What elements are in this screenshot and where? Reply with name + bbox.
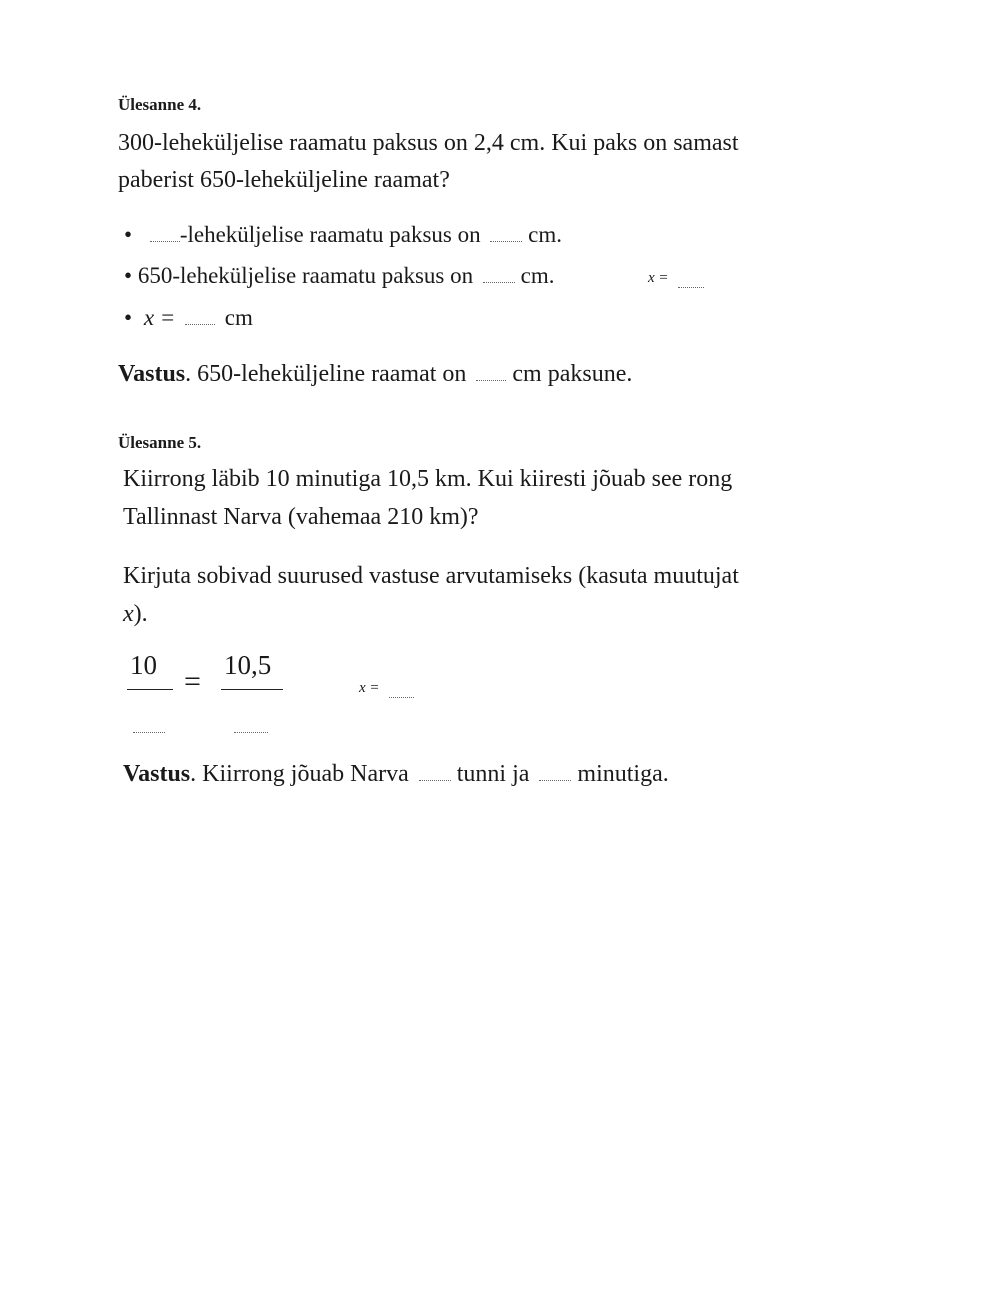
task5-minutes-input[interactable]: [539, 779, 571, 781]
task4-blank-pages-input[interactable]: [150, 240, 180, 242]
task4-answer-text-b: cm paksune.: [512, 361, 633, 387]
task4-problem-line2: paberist 650-leheküljeline raamat?: [118, 167, 450, 193]
task4-x-input[interactable]: [678, 286, 704, 288]
task5-instruction-line1: Kirjuta sobivad suurused vastuse arvutamiseks (kasuta muutujat: [123, 563, 739, 589]
task4-bullet-3: [124, 305, 253, 331]
fraction-right-numerator: 10,5: [224, 650, 272, 680]
task4-blank-650-input[interactable]: [483, 281, 515, 283]
fraction-left-denominator-input[interactable]: [133, 731, 165, 733]
fraction-right-denominator-input[interactable]: [234, 731, 268, 733]
task4-bullet2-text-a: 650-leheküljelise raamatu paksus on: [137, 263, 474, 288]
task4-bullet2-x-label: x =: [648, 270, 669, 286]
fraction-left-numerator: 10: [130, 650, 157, 680]
task4-bullet-1: [124, 222, 562, 248]
task4-answer-input[interactable]: [476, 379, 506, 381]
task4-bullet1-text-b: cm.: [528, 222, 562, 247]
fraction-right-bar: [221, 689, 283, 690]
fraction-left-bar: [127, 689, 173, 690]
task5-problem-line1: Kiirrong läbib 10 minutiga 10,5 km. Kui kiiresti jõuab see rong: [123, 466, 733, 492]
task5-x-input[interactable]: [389, 696, 414, 698]
bullet-glyph: •: [124, 263, 133, 288]
bullet-glyph: •: [124, 222, 133, 247]
task4-bullet1-text-a: -leheküljelise raamatu paksus on: [179, 222, 481, 247]
equals-sign: =: [184, 665, 201, 698]
task5-answer-label: Vastus: [123, 761, 191, 787]
task5-x-label: x =: [359, 680, 380, 696]
task4-blank-thickness-input[interactable]: [490, 240, 522, 242]
task4-answer-text-a: . 650-lehekülјeline raamat on: [185, 361, 467, 387]
task4-answer-label: Vastus: [118, 361, 186, 387]
task4-x-value-input[interactable]: [185, 323, 215, 325]
task5-instruction-line2: [123, 595, 148, 633]
task4-bullet3-unit: cm: [224, 305, 253, 330]
task4-bullet-2: [124, 263, 555, 289]
task4-heading: Ülesanne 4.: [118, 95, 202, 114]
task5-answer-text-a: . Kiirrong jõuab Narva: [190, 761, 409, 787]
task4-bullet2-text-b: cm.: [520, 263, 555, 288]
task5-answer-text-c: minutiga.: [577, 761, 669, 787]
task5-answer-text-b: tunni ja: [456, 761, 530, 787]
bullet-glyph: •: [124, 305, 133, 330]
task5-problem-line2: Tallinnast Narva (vahemaa 210 km)?: [123, 504, 479, 530]
task4-bullet3-var: x =: [143, 305, 176, 330]
task5-hours-input[interactable]: [419, 779, 451, 781]
task5-instruction-end: ).: [133, 601, 148, 627]
task5-instruction-var: x: [123, 601, 134, 627]
task4-problem-line1: 300-leheküljelise raamatu paksus on 2,4 cm. Kui paks on samast: [118, 130, 739, 156]
task5-answer: [123, 755, 669, 793]
task5-heading: Ülesanne 5.: [118, 433, 202, 452]
task4-answer: [118, 355, 632, 393]
